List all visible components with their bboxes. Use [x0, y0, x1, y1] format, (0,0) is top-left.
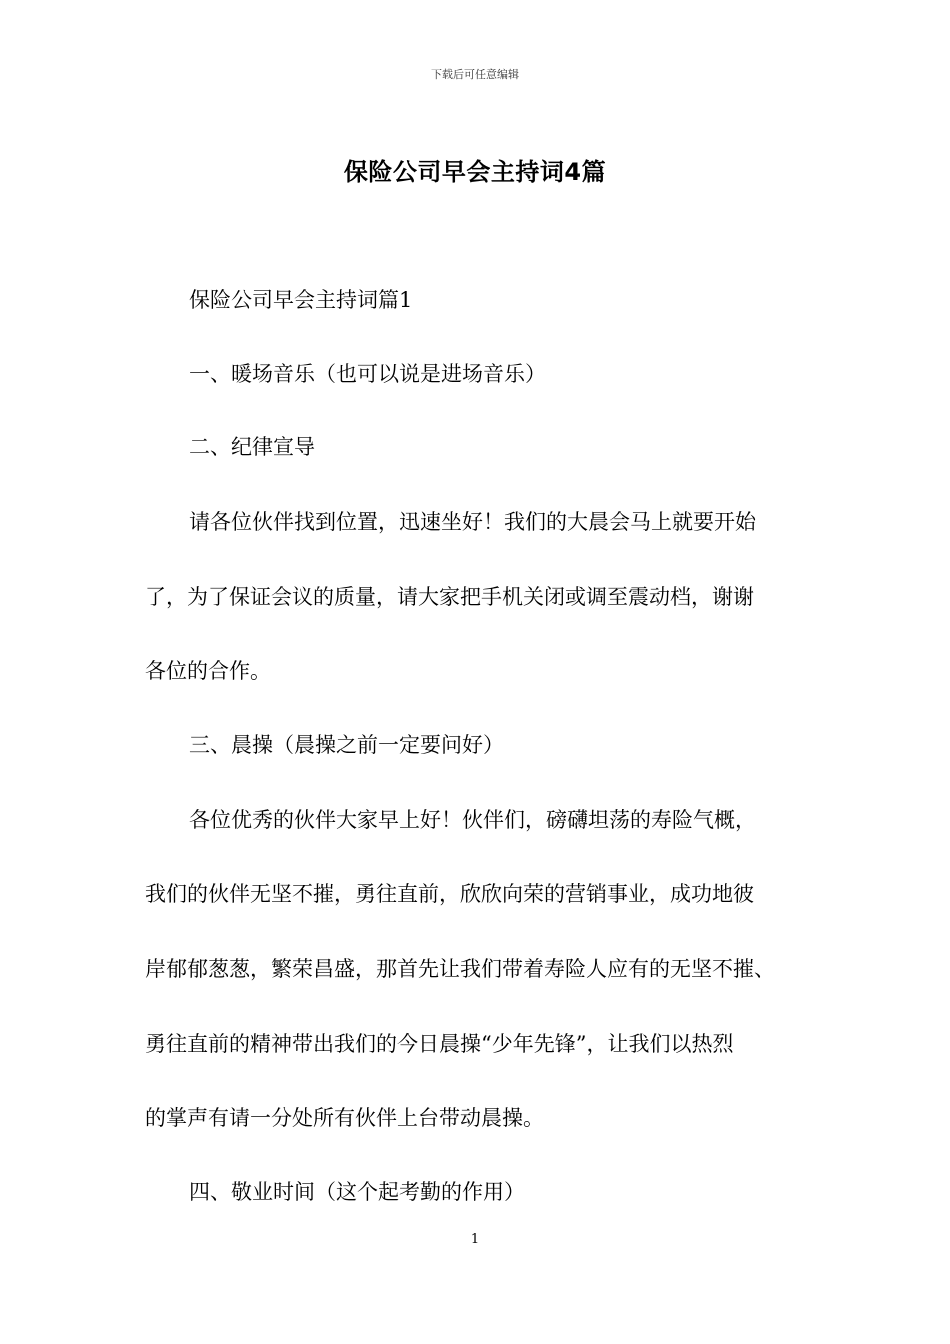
paragraph-body-line: 勇往直前的精神带出我们的今日晨操“少年先锋”，让我们以热烈: [145, 1032, 734, 1056]
page-number: 1: [470, 1232, 480, 1247]
paragraph-body-line: 了，为了保证会议的质量，请大家把手机关闭或调至震动档，谢谢: [145, 585, 754, 609]
paragraph-body-line: 我们的伙伴无坚不摧，勇往直前，欣欣向荣的营销事业，成功地彼: [145, 882, 754, 906]
paragraph-item-1: 一、暖场音乐（也可以说是进场音乐）: [189, 362, 546, 386]
paragraph-item-2: 二、纪律宣导: [189, 435, 315, 459]
paragraph-body-line: 岸郁郁葱葱，繁荣昌盛，那首先让我们带着寿险人应有的无坚不摧、: [145, 957, 775, 981]
paragraph-body-line: 各位的合作。: [145, 659, 271, 683]
document-title: 保险公司早会主持词4篇: [343, 158, 607, 186]
paragraph-item-4: 四、敬业时间（这个起考勤的作用）: [189, 1180, 525, 1204]
paragraph-item-3: 三、晨操（晨操之前一定要问好）: [189, 733, 504, 757]
paragraph-section-heading: 保险公司早会主持词篇1: [189, 288, 413, 312]
paragraph-body-line: 请各位伙伴找到位置，迅速坐好！我们的大晨会马上就要开始: [189, 510, 756, 534]
paragraph-body-line: 各位优秀的伙伴大家早上好！伙伴们，磅礴坦荡的寿险气概，: [189, 808, 756, 832]
header-note: 下载后可任意编辑: [431, 68, 519, 81]
paragraph-body-line: 的掌声有请一分处所有伙伴上台带动晨操。: [145, 1106, 544, 1130]
